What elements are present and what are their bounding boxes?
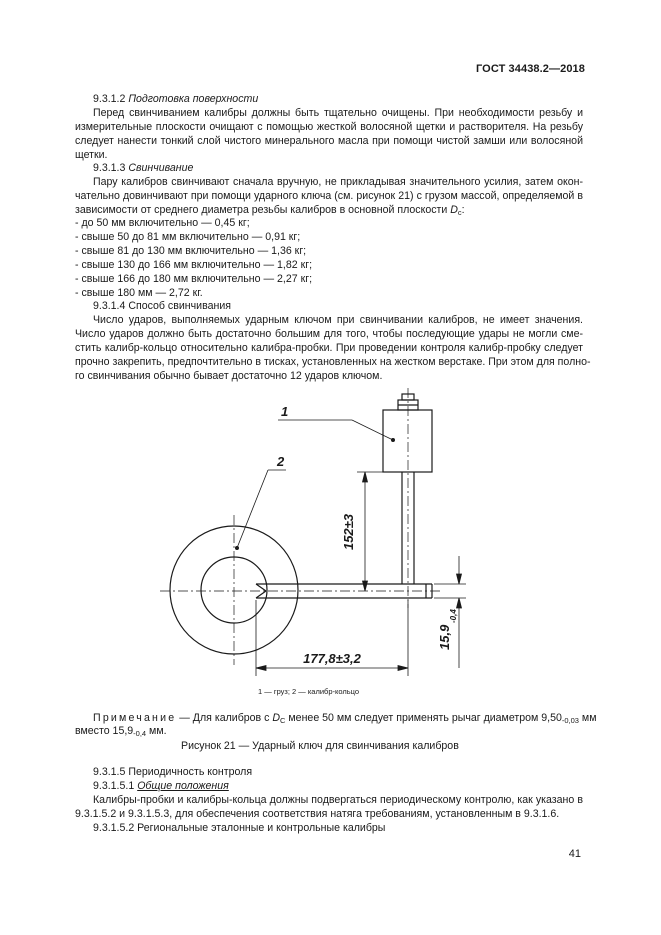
dimension-height: 152±3 — [341, 513, 356, 551]
dimension-diameter: 15,9 — [437, 624, 452, 650]
section-9313-number: 9.3.1.3 — [93, 162, 129, 174]
note-label: Примечание — [93, 712, 177, 724]
list-item: - свыше 50 до 81 мм включительно — 0,91 кг; — [75, 231, 301, 243]
section-9314-heading: 9.3.1.4 Способ свинчивания — [93, 300, 231, 312]
section-9313-title: Свинчивание — [128, 162, 194, 174]
section-93151-title: Общие положения — [137, 780, 229, 792]
section-9312-line-1: Перед свинчиванием калибры должны быть тщательно очищены. При необходимости резьбу и — [93, 107, 583, 119]
list-item: - свыше 81 до 130 мм включительно — 1,36 кг; — [75, 245, 307, 257]
list-item: - свыше 130 до 166 мм включительно — 1,82 кг; — [75, 259, 313, 271]
section-93151-line-1: Калибры-пробки и калибры-кольца должны подвергаться периодическому контролю, как указано в — [93, 794, 583, 806]
section-9314-line-1: Число ударов, выполняемых ударным ключом при свинчивании калибров, не имеет значения. — [93, 314, 583, 326]
section-9313-line-1: Пару калибров свинчивают сначала вручную, не прикладывая значительного усилия, затем окон- — [93, 176, 583, 188]
figure-legend: 1 — груз; 2 — калибр-кольцо — [258, 687, 360, 696]
section-93151-heading: 9.3.1.5.1 Общие положения — [93, 780, 229, 792]
section-9312-title: Подготовка поверхности — [128, 93, 259, 105]
dimension-diameter-tolerance: -0,4 — [449, 609, 458, 623]
section-93152-heading: 9.3.1.5.2 Региональные эталонные и контрольные калибры — [93, 822, 386, 834]
figure-caption: Рисунок 21 — Ударный ключ для свинчивания калибров — [181, 740, 459, 752]
document-header: ГОСТ 34438.2—2018 — [475, 63, 585, 75]
figure-label-2: 2 — [277, 454, 285, 469]
section-9312-line-3: следует нанести тонкий слой чистого минерального масла при помощи чистой замши или волосяной — [75, 135, 583, 147]
section-9312-line-2: измерительные плоскости очищают с помощью жесткой волосяной щетки и растворителя. На резьбу — [75, 121, 583, 133]
figure-label-1: 1 — [281, 404, 289, 419]
dimension-length: 177,8±3,2 — [303, 651, 361, 666]
section-9314-line-2: Число ударов должно быть достаточно большим для того, чтобы последующие удары не могли сме- — [75, 328, 583, 340]
section-9312-line-4: щетки. — [75, 149, 108, 161]
section-9314-line-3: стить калибр-кольцо относительно калибра-пробки. При проведении контроля калибр-пробку следует — [75, 342, 583, 354]
section-93151-line-2: 9.3.1.5.2 и 9.3.1.5.3, для обеспечения соответствия натяга требованиям, установленным в 9.3.1.6. — [75, 808, 560, 820]
section-9314-line-4: прочно закрепить, предпочтительно в тисках, установленных на жестком верстаке. При этом для полно- — [75, 356, 591, 368]
section-9315-heading: 9.3.1.5 Периодичность контроля — [93, 766, 253, 778]
figure-note-line-2: вместо $15,9_{-0,4}$ мм. — [75, 725, 167, 738]
section-9313-line-3: зависимости от среднего диаметра резьбы калибров в основной плоскости $D_c$: — [75, 204, 465, 217]
list-item: - свыше 180 мм — 2,72 кг. — [75, 287, 203, 299]
section-9314-line-5: го свинчивания обычно бывает достаточно 12 ударов ключом. — [75, 370, 383, 382]
section-9312-number: 9.3.1.2 — [93, 93, 129, 105]
page-number: 41 — [568, 848, 581, 860]
list-item: - до 50 мм включительно — 0,45 кг; — [75, 217, 250, 229]
dc-symbol: D — [450, 204, 458, 216]
section-9313-line-2: чательно довинчивают при помощи ударного ключа (см. рисунок 21) с грузом массой, определяемой в — [75, 190, 583, 202]
list-item: - свыше 166 до 180 мм включительно — 2,27 кг; — [75, 273, 313, 285]
figure-note-line-1: Примечание — Для калибров с $D_C$ менее 50 мм следует применять рычаг диаметром $9,50_{-0,03}$ мм — [93, 712, 597, 725]
